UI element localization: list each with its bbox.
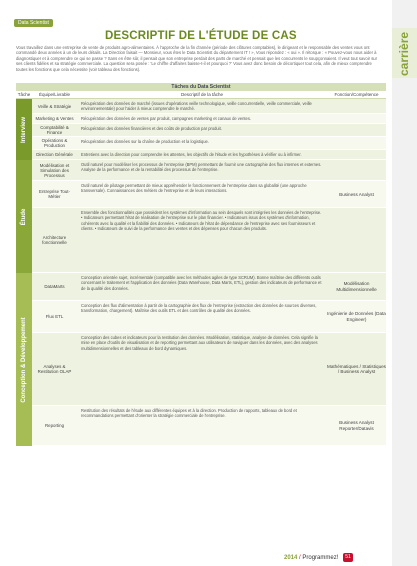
row-competence: Mathématiques / Statistiques / Business Analyst [327, 363, 386, 375]
row-description: Récupération des données sur la chaîne de production et la logistique. [81, 139, 209, 145]
category-cell [16, 160, 32, 273]
table-row [32, 181, 386, 208]
table-section [16, 273, 386, 446]
category-cell [16, 273, 32, 446]
row-description: Entretiens avec la direction pour comprendre les attentes, les objectifs de l'étude et les hypothèses à vérifier ou à infirmer. [81, 152, 302, 158]
table-column-headers [16, 91, 386, 99]
table-row [32, 301, 386, 333]
row-competence [327, 208, 386, 272]
table-row [32, 333, 386, 406]
section-badge: Data Scientist [14, 19, 53, 27]
row-competence [327, 99, 386, 113]
footer-slash: / [299, 555, 301, 562]
col-header-description: Descriptif de la tâche [180, 92, 224, 97]
row-team: Flux ETL [45, 314, 64, 320]
row-description: Outil naturel de pilotage permettant de mieux appréhender le fonctionnement de l'entreprise dans sa globalité (une approche transversale). Connaissances des métiers de l'entreprise et de leurs interactions. [81, 183, 307, 194]
table-row [32, 160, 386, 181]
row-description: Ensemble des fonctionnalités que possèdent les systèmes d'information au sein desquels sont intégrées les données de l'entreprise. • Indicateurs permettant l'état de réalisation de l'entreprise sur le plan financier. • Indicateurs issus des systèmes d'information, cohérents avec la qualité et la fiabilité des données. • Indicateurs de l'état de dépendance de l'entreprise avec ses fournisseurs et clients. • Indicateurs de suivi de la performance des ventes et des dépenses pour chacun des produits. [81, 210, 322, 231]
row-description: Outil naturel pour modéliser les processus de l'entreprise (BPM) permettant de fournir une cartographie des flux internes et externes. Analyse de la performance et de la rentabilité des processus de l'entreprise. [81, 162, 322, 173]
row-team: Marketing & Ventes [35, 116, 74, 122]
row-team: DataMarts [44, 284, 65, 290]
table-row [32, 150, 386, 160]
table-row [32, 273, 386, 301]
table-row [32, 114, 386, 124]
footer [284, 553, 353, 562]
table-section [16, 160, 386, 273]
footer-magazine: Programmez! [302, 555, 339, 562]
table-row [32, 208, 386, 273]
category-label: Étude [21, 208, 27, 226]
col-header-competence: Fonction/Compétence [334, 92, 379, 97]
row-description: Récupération des données de marché (issues d'opérations veille technologique, veille concurrentielle, veille commerciale, veille environnementale) pour l'aider à mieux comprendre le marché. [81, 101, 312, 112]
section-rows [32, 273, 386, 446]
row-team: Opérations & Production [41, 138, 68, 149]
row-competence: Modélisation Multidimensionnelle [336, 281, 377, 292]
row-description: Conception des cubes et indicateurs pour la restitution des données. Modélisation, statistique, analyse de données. Cela signifie la mise en place d'outils de visualisation et de reporting permettant aux utilisateurs de naviguer dans les données, avec des analyses multidimensionnelles et des tableaux de bord dynamiques. [81, 335, 318, 351]
row-team: Veille & Stratégie [37, 103, 72, 109]
table-body [16, 99, 386, 446]
intro-paragraph: Vous travaillez dans une entreprise de vente de produits agro-alimentaires. À l'approche de la fin d'année (période des clôtures comptables), le dirigeant et le responsable des ventes vous ont commandé deux années à un de leurs détails. La Direction faisait — Monsieur, vous êtes le Data Scientist du département IT ! », Vous répondez : « oui ». Il rétorque : « Pouvez-vous nous aider à diagnostiquer et à comprendre ce qui se passe ? Sans en être sûr, il pensait que son entreprise perdait des parts de marché et pensait que les concurrents le soupçonnaient. Il veut tout savoir sur ses clients fidèles et sa stratégie commerciale. La question sera posée : 'Le chiffre d'affaires baisse-t-il et pourquoi ?' Vous avez donc besoin de décortiquer tout cela, afin de mieux comprendre toutes les fonctions que cela nécessite (voir tableau des fonctions). [16, 45, 378, 72]
row-competence [327, 160, 386, 180]
row-competence [327, 137, 386, 149]
row-description: Restitution des résultats de l'étude aux différentes équipes et à la direction. Production de rapports, tableaux de bord et recommandations permettant d'orienter la stratégie commerciale de l'entreprise. [81, 408, 297, 419]
row-competence [327, 124, 386, 136]
table-title: Tâches du Data Scientist [16, 83, 386, 91]
row-description: Conception orientée sujet, incrémentale (compatible avec les méthodes agiles de type SCRUM). Bonne maîtrise des différents outils concernant le traitement et l'application des données (Data Warehouse, Data Marts, ETL), gestion des indicateurs de performance et de la qualité des données. [81, 275, 322, 291]
category-label: Interview [21, 116, 27, 143]
row-competence [327, 150, 386, 159]
row-team: Architecture fonctionnelle [42, 235, 67, 246]
row-competence: Business Analyst [339, 191, 374, 197]
row-team: Modélisation et Simulation des Processus [39, 162, 70, 178]
section-rows [32, 160, 386, 273]
row-team: Reporting [44, 423, 65, 429]
section-rows [32, 99, 386, 160]
row-team: Comptabilité & Finance [40, 125, 69, 136]
col-header-task: Tâche [17, 92, 31, 97]
table-row [32, 406, 386, 446]
page-number: 51 [343, 553, 353, 562]
category-label: Conception & Développement [21, 317, 27, 403]
row-team: Entreprise Tout-Métier [39, 189, 70, 200]
right-sidebar [392, 0, 417, 566]
career-tab [392, 28, 417, 78]
footer-year: 2014 [284, 555, 298, 562]
page-title: DESCRIPTIF DE L'ÉTUDE DE CAS [105, 30, 297, 42]
row-competence: Ingénierie de Données (Data Engineer) [327, 311, 386, 322]
table-row [32, 124, 386, 137]
row-team: Direction Générale [36, 152, 73, 158]
tasks-table [16, 83, 386, 446]
row-description: Conception des flux d'alimentation à partir de la cartographie des flux de l'entreprise (extraction des données de sources diverses, transformation, chargement). Maîtrise des outils ETL et des contrôles de qualité des données. [81, 303, 317, 314]
row-competence [327, 114, 386, 123]
row-team: Analyses & Restitution OLAP [37, 364, 72, 375]
table-section [16, 99, 386, 160]
category-cell [16, 99, 32, 160]
table-row [32, 99, 386, 114]
row-description: Récupération des données de ventes par produit, campagnes marketing et canaux de ventes. [81, 116, 251, 122]
row-description: Récupération des données financières et des coûts de production par produit. [81, 126, 222, 132]
table-row [32, 137, 386, 150]
row-competence: Business Analyst Reporter/Datavis [339, 420, 374, 431]
col-header-team: Équipe/Livrable [38, 92, 71, 97]
career-tab-label: carrière [397, 31, 411, 76]
